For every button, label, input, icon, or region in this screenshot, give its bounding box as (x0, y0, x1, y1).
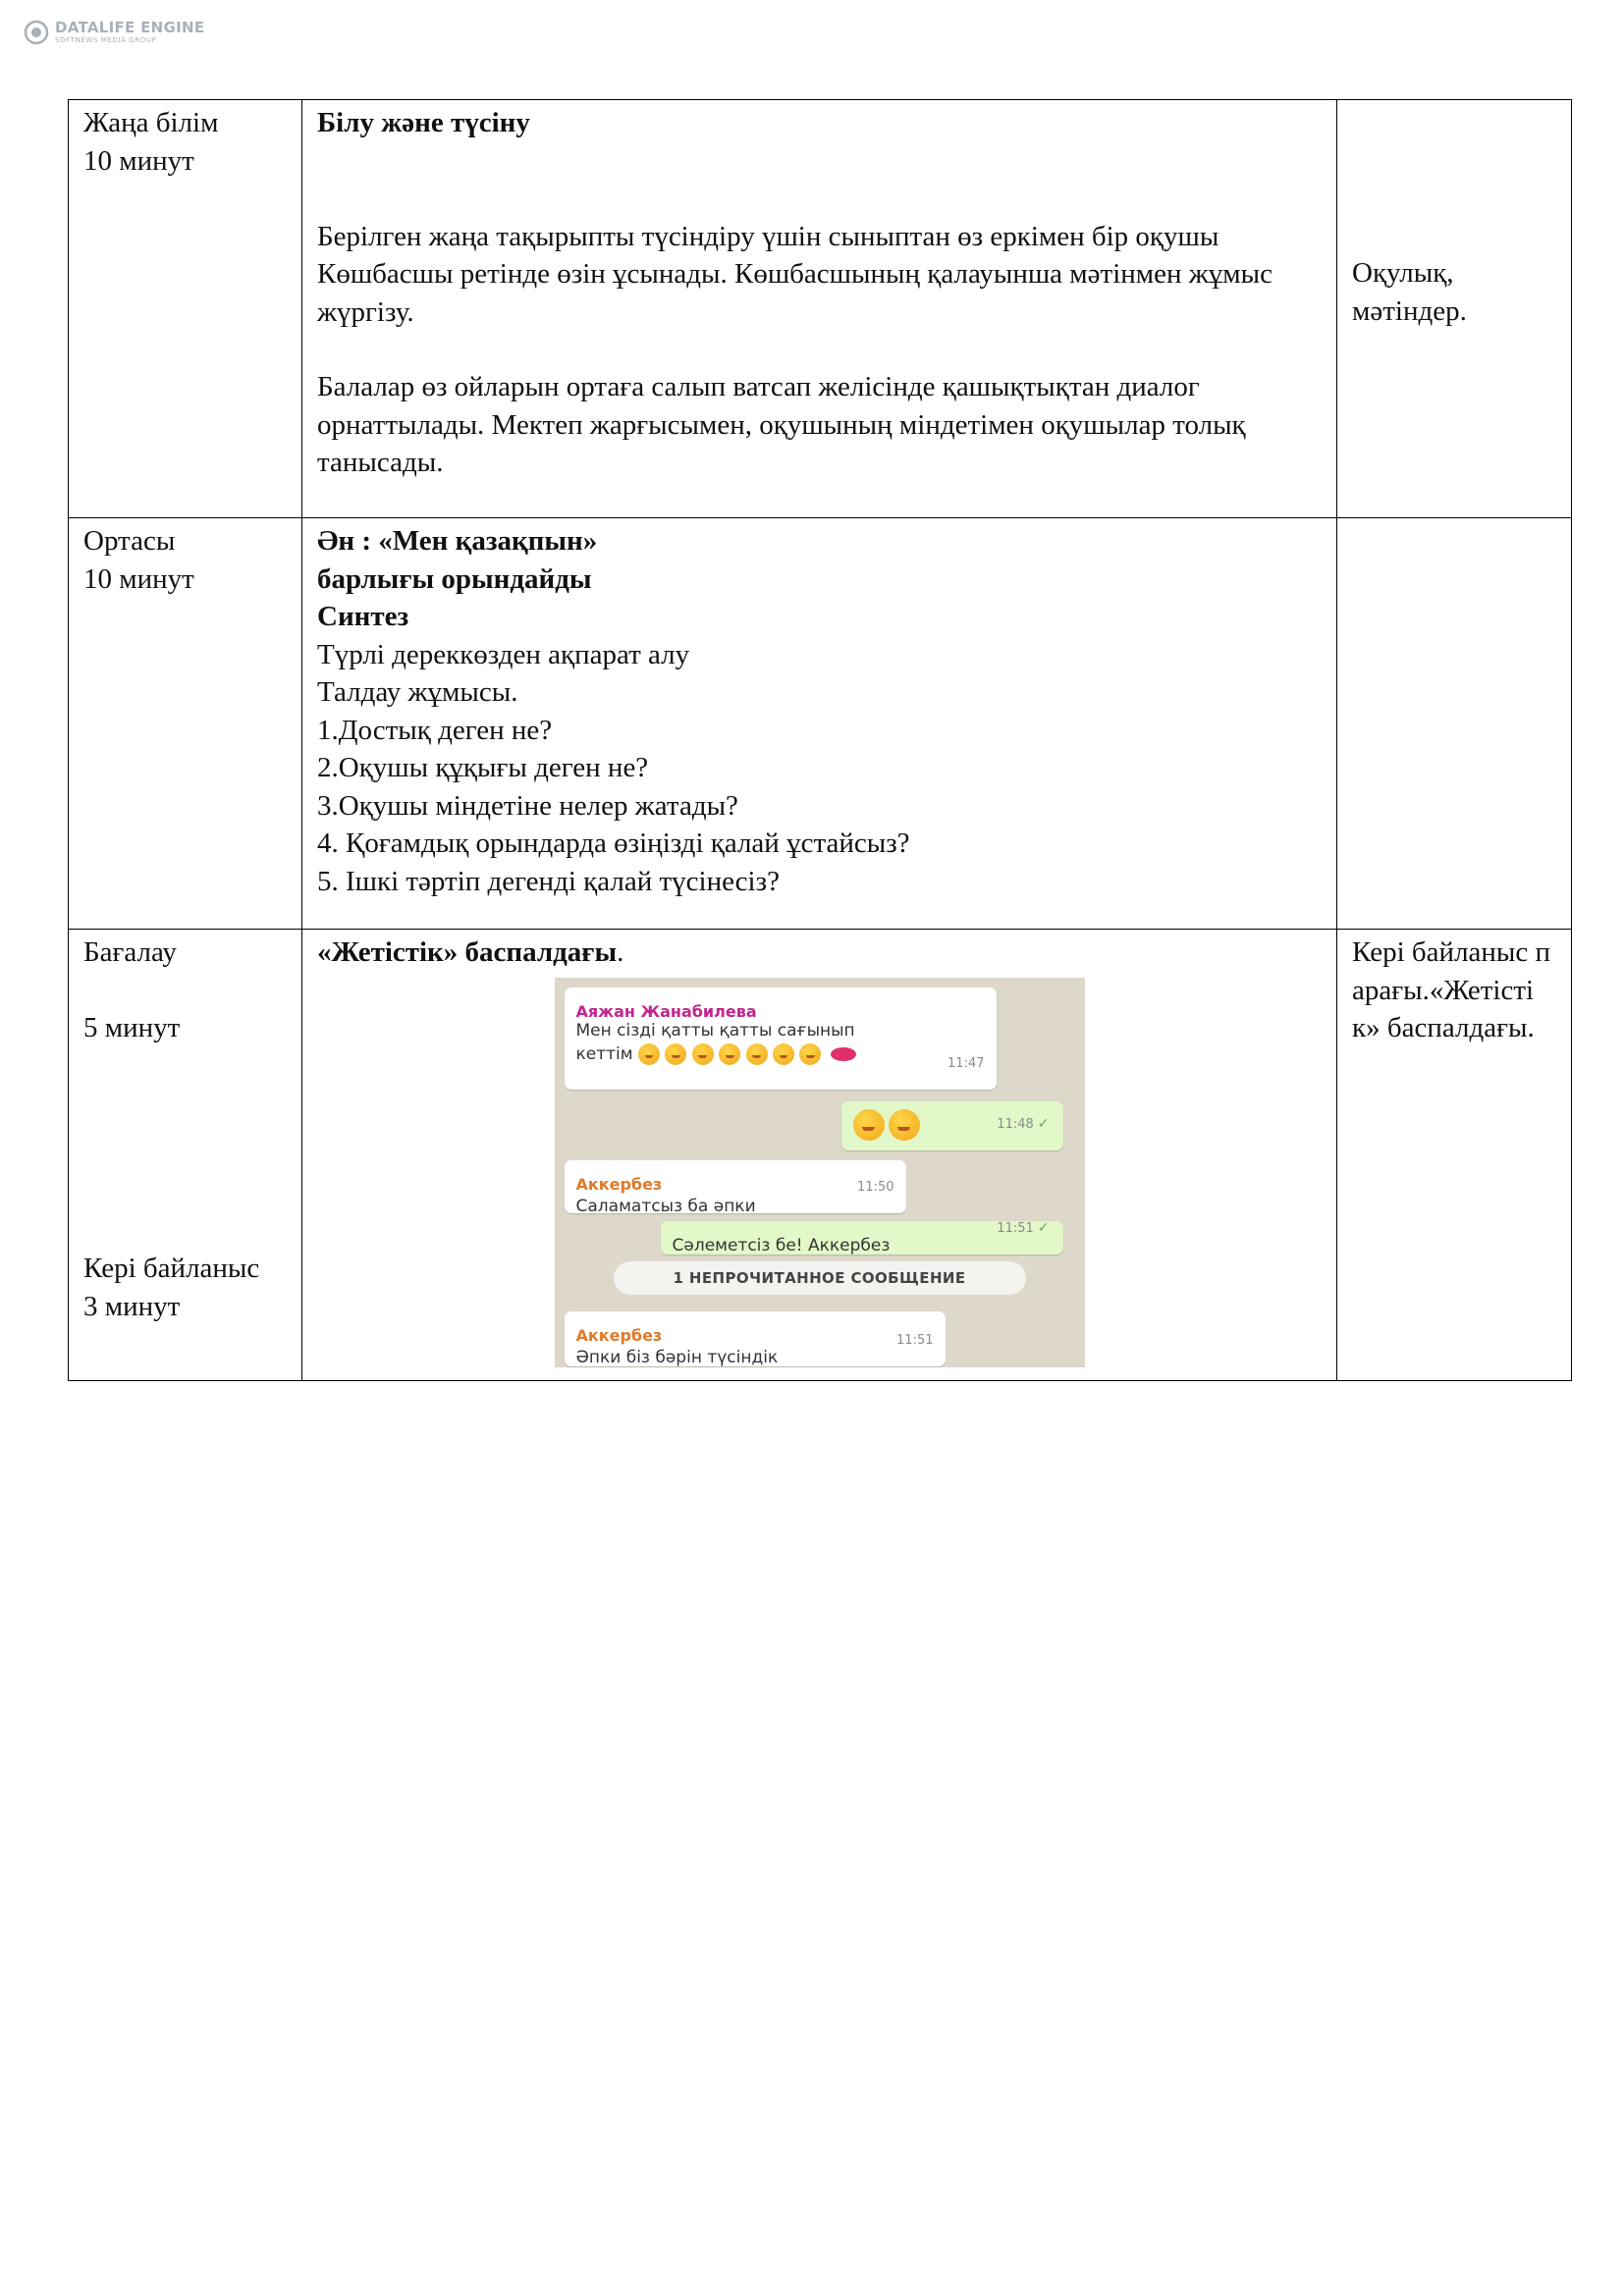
content-cell (302, 930, 1337, 1381)
question-item: 5. Ішкі тәртіп дегенді қалай түсінесіз? (317, 865, 780, 897)
resources-cell (1337, 518, 1572, 930)
content-cell (302, 518, 1337, 930)
table-row (69, 518, 1572, 930)
task-line: Талдау жұмысы. (317, 676, 518, 708)
message-text: Әпки біз бәрін түсіндік (575, 1347, 779, 1367)
question-item: 3.Оқушы міндетіне нелер жатады? (317, 789, 738, 822)
resources-cell (1337, 100, 1572, 518)
logo (24, 20, 204, 45)
message-sender: Аккербез (575, 1325, 663, 1345)
message-time: 11:48 ✓ (997, 1116, 1050, 1132)
heart-eyes-face-icon (853, 1109, 885, 1141)
content-cell (302, 100, 1337, 518)
resources-cell (1337, 930, 1572, 1381)
paragraph: Балалар өз ойларын ортаға салып ватсап желісінде қашықтықтан диалог орнаттылады. Мектеп жарғысымен, оқушының міндетімен оқушылар толық танысады. (317, 371, 1246, 478)
kiss-face-icon (719, 1043, 740, 1065)
table-row (69, 930, 1572, 1381)
table-row (69, 100, 1572, 518)
stage-cell (69, 518, 302, 930)
question-item: 1.Достық деген не? (317, 714, 553, 746)
logo-title: DATALIFE ENGINE (55, 19, 205, 36)
unread-messages-notice: 1 НЕПРОЧИТАННОЕ СООБЩЕНИЕ (614, 1261, 1026, 1295)
message-text: Саламатсыз ба әпки (575, 1196, 756, 1216)
resources-text: Кері байланыс парағы.«Жетістік» баспалдағы. (1352, 936, 1551, 1043)
question-item: 2.Оқушы құқығы деген не? (317, 752, 649, 783)
message-time: 11:47 (947, 1056, 985, 1071)
all-perform-text: барлығы орындайды (317, 562, 592, 595)
stage-cell (69, 100, 302, 518)
message-sender: Аккербез (575, 1174, 663, 1194)
synthesis-heading: Синтез (317, 601, 409, 632)
check-mark-icon: ✓ (1037, 1116, 1050, 1132)
eye-logo-icon (24, 20, 49, 45)
task-line: Түрлі дереккөзден ақпарат алу (317, 638, 690, 670)
chat-message-incoming (565, 1311, 946, 1366)
stage-duration: 10 минут (83, 562, 194, 595)
lesson-plan-table (68, 99, 1572, 1381)
chat-message-incoming (565, 1160, 906, 1216)
stage-name: Кері байланыс (83, 1253, 260, 1284)
chat-message-incoming (565, 988, 997, 1090)
stage-name: Бағалау (83, 936, 177, 968)
message-text: Сәлеметсіз бе! Аккербез (672, 1235, 891, 1255)
message-time: 11:51 (896, 1333, 934, 1348)
heart-eyes-face-icon (665, 1043, 686, 1065)
song-title: Ән : «Мен қазақпын» (317, 525, 598, 557)
message-text: Мен сізді қатты қатты сағынып кеттім (575, 1020, 855, 1064)
kiss-face-icon (889, 1109, 920, 1141)
stage-name: Ортасы (83, 525, 176, 557)
heart-eyes-face-icon (799, 1043, 821, 1065)
chat-message-outgoing (661, 1221, 1063, 1255)
message-time: 11:50 (857, 1180, 894, 1195)
heading-period: . (617, 936, 624, 968)
whatsapp-chat-screenshot (555, 978, 1085, 1367)
message-sender: Аяжан Жанабилева (575, 1001, 757, 1021)
resources-text: Оқулық, мәтіндер. (1352, 257, 1467, 327)
check-mark-icon: ✓ (1037, 1220, 1050, 1236)
heart-eyes-face-icon (773, 1043, 794, 1065)
section-heading: «Жетістік» баспалдағы (317, 936, 618, 968)
stage-duration: 3 минут (83, 1290, 181, 1322)
question-item: 4. Қоғамдық орындарда өзіңізді қалай ұстайсыз? (317, 828, 910, 859)
chat-message-outgoing (841, 1101, 1063, 1150)
stage-duration: 10 минут (83, 144, 194, 177)
kiss-face-icon (692, 1043, 714, 1065)
kiss-face-icon (638, 1043, 660, 1065)
kiss-face-icon (746, 1043, 768, 1065)
message-time: 11:51 ✓ (997, 1220, 1050, 1236)
stage-duration: 5 минут (83, 1011, 181, 1043)
section-heading: Білу және түсіну (317, 107, 530, 138)
kiss-mark-icon (831, 1047, 856, 1061)
stage-name: Жаңа білім (83, 107, 219, 138)
paragraph: Берілген жаңа тақырыпты түсіндіру үшін сыныптан өз еркімен бір оқушы Көшбасшы ретінде өзін ұсынады. Көшбасшының қалауынша мәтінмен жұмыс жүргізу. (317, 220, 1273, 328)
stage-cell (69, 930, 302, 1381)
logo-subtitle: SOFTNEWS MEDIA GROUP (55, 36, 157, 44)
